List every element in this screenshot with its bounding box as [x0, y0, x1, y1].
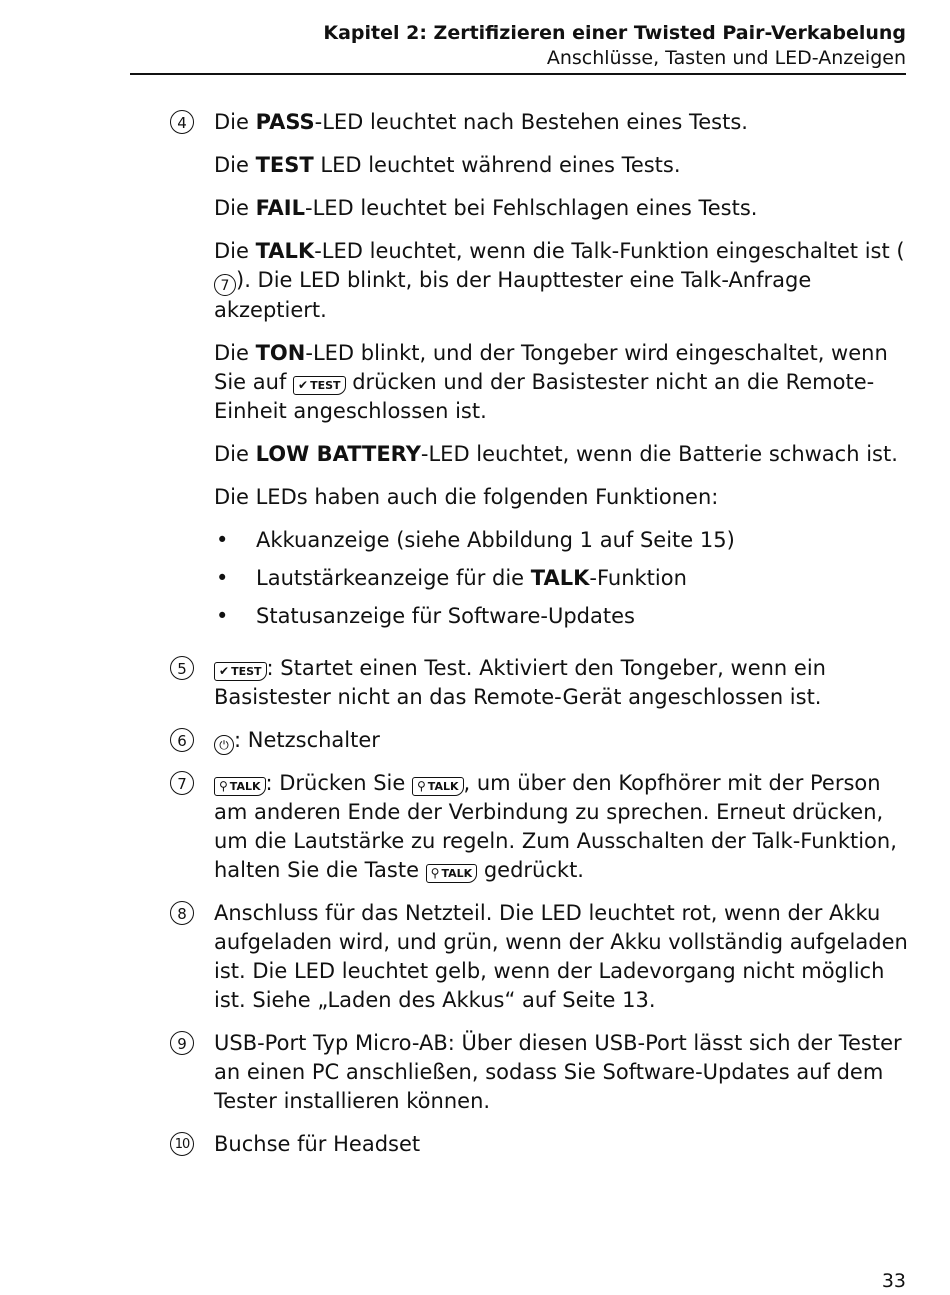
test-key-icon: ✔ TEST — [214, 662, 267, 681]
callout-item-4 — [170, 108, 910, 640]
callout-item-9 — [170, 1029, 910, 1116]
test-key-icon: ✔ TEST — [293, 376, 346, 395]
callout-body: ⚲ TALK : Drücken Sie ⚲ TALK , um über den Kopfhörer mit der Person am anderen Ende der Verbindung zu sprechen. Erneut drücken, um die Lautstärke zu regeln. Zum Ausschalten der Talk-Funktion, halten Sie die Taste ⚲ TALK gedrückt. — [214, 771, 897, 882]
pass-led-paragraph: Die PASS-LED leuchtet nach Bestehen eines Tests. — [214, 110, 748, 134]
callout-item-7 — [170, 769, 910, 885]
callout-number: 9 — [170, 1031, 194, 1055]
callout-body: ✔ TEST : Startet einen Test. Aktiviert den Tongeber, wenn ein Basistester nicht an das Remote-Gerät angeschlossen ist. — [214, 656, 826, 709]
talk-key-icon: ⚲ TALK — [426, 864, 478, 883]
callout-number: 8 — [170, 901, 194, 925]
fail-led-paragraph: Die FAIL-LED leuchtet bei Fehlschlagen eines Tests. — [214, 196, 758, 220]
callout-body: USB-Port Typ Micro-AB: Über diesen USB-Port lässt sich der Tester an einen PC anschließen, sodass Sie Software-Updates auf dem Tester installieren können. — [214, 1031, 902, 1113]
callout-item-6 — [170, 726, 910, 755]
page-content — [170, 108, 910, 1173]
talk-led-paragraph: Die TALK-LED leuchtet, wenn die Talk-Funktion eingeschaltet ist (7 ). Die LED blinkt, bis der Haupttester eine Talk-Anfrage akzeptiert. — [214, 239, 905, 322]
led-functions-intro: Die LEDs haben auch die folgenden Funktionen: — [214, 485, 719, 509]
callout-body: Buchse für Headset — [214, 1132, 421, 1156]
power-icon: ⏻ — [214, 735, 234, 755]
led-functions-list — [214, 526, 910, 631]
callout-number: 10 — [170, 1132, 194, 1156]
list-item: • Statusanzeige für Software-Updates — [214, 602, 910, 631]
chapter-title: Kapitel 2: Zertifizieren einer Twisted Pair-Verkabelung — [323, 22, 906, 44]
callout-number: 6 — [170, 728, 194, 752]
callout-item-10 — [170, 1130, 910, 1159]
list-item: • Lautstärkeanzeige für die TALK-Funktion — [214, 564, 910, 593]
callout-item-5 — [170, 654, 910, 712]
callout-body: ⏻ : Netzschalter — [214, 726, 910, 755]
header-rule — [130, 73, 906, 75]
callout-number: 5 — [170, 656, 194, 680]
low-battery-led-paragraph: Die LOW BATTERY-LED leuchtet, wenn die Batterie schwach ist. — [214, 442, 898, 466]
list-item: • Akkuanzeige (siehe Abbildung 1 auf Seite 15) — [214, 526, 910, 555]
running-header — [106, 20, 906, 70]
page-number: 33 — [881, 1270, 906, 1292]
callout-number: 7 — [170, 771, 194, 795]
test-led-paragraph: Die TEST LED leuchtet während eines Tests. — [214, 153, 681, 177]
callout-body: Anschluss für das Netzteil. Die LED leuchtet rot, wenn der Akku aufgeladen wird, und grün, wenn der Akku vollständig aufgeladen ist. Die LED leuchtet gelb, wenn der Ladevorgang nicht möglich ist. Siehe „Laden des Akkus“ auf Seite 13. — [214, 901, 908, 1012]
talk-key-icon: ⚲ TALK — [214, 777, 266, 796]
talk-key-icon: ⚲ TALK — [412, 777, 464, 796]
callout-body — [214, 108, 910, 640]
callout-number: 4 — [170, 110, 194, 134]
section-title: Anschlüsse, Tasten und LED-Anzeigen — [546, 47, 906, 69]
callout-item-8 — [170, 899, 910, 1015]
ton-led-paragraph: Die TON-LED blinkt, und der Tongeber wird eingeschaltet, wenn Sie auf ✔ TEST drücken und der Basistester nicht an die Remote-Einheit angeschlossen ist. — [214, 341, 888, 423]
callout-reference: 7 — [214, 274, 236, 296]
